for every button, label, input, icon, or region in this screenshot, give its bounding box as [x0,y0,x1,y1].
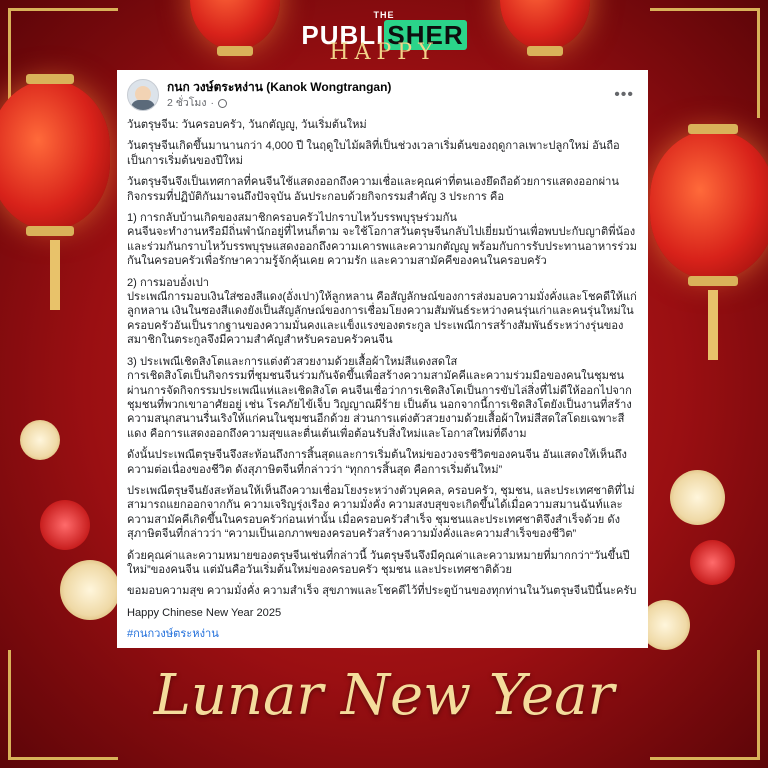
lunar-new-year-title: Lunar New Year [153,663,615,728]
paragraph-5: ด้วยคุณค่าและความหมายของตรุษจีนเช่นที่กล่าวนี้ วันตรุษจีนจึงมีคุณค่าและความหมายที่มากกว่า“วันขึ้นปีใหม่”ของคนจีน แต่มันคือวันเริ่มต้นใหม่ของครอบครัว ชุมชน และประเทศชาติด้วย [127,549,630,576]
post-body [127,118,638,642]
timestamp-row: 2 ชั่วโมง · [167,96,614,110]
hashtag-link[interactable]: #กนกวงษ์ตระหง่าน [127,628,219,641]
happy-text: HAPPY [329,40,439,65]
paragraph-1: วันตรุษจีนเกิดขึ้นมานานกว่า 4,000 ปี ในฤดูใบไม้ผลิที่เป็นช่วงเวลาเริ่มต้นของฤดูกาลเพาะปลูกใหม่ อันถือเป็นการเริ่มต้นของปีใหม่ [127,140,620,167]
tassel-left-icon [50,240,60,310]
section-1-heading: 1) การกลับบ้านเกิดของสมาชิกครอบครัวไปกราบไหว้บรรพบุรุษร่วมกัน [127,212,457,225]
section-3-heading: 3) ประเพณีเชิดสิงโตและการแต่งตัวสวยงามด้วยเสื้อผ้าใหม่สีแดงสดใส [127,355,458,368]
section-1-body: คนจีนจะทำงานหรือมีถิ่นพำนักอยู่ที่ไหนก็ตาม จะใช้โอกาสวันตรุษจีนกลับไปเยี่ยมบ้านเพื่อพบปะกับญาติพี่น้อง และร่วมกันกราบไหว้บรรพบุรุษแสดงออกถึงความเคารพและความกตัญญู พร้อมกับการรับประทานอาหารร่วมกันในครอบครัวเพื่อรักษาความรู้จักคุ้นเคย ความรัก และความสามัคคีของคนในครอบครัว [127,226,637,268]
paragraph-2: วันตรุษจีนจึงเป็นเทศกาลที่คนจีนใช้แสดงออกถึงความเชื่อและคุณค่าที่ตนเองยึดถือด้วยการแสดงออกผ่านกิจกรรมที่ปฏิบัติกันมาจนถึงปัจจุบัน อันประกอบด้วยกิจกรรมสำคัญ 3 ประการ คือ [127,176,619,203]
globe-icon [218,99,227,108]
section-2 [127,276,638,348]
logo-part2: SHER [384,20,466,50]
paragraph-3: ดังนั้นประเพณีตรุษจีนจึงสะท้อนถึงการสิ้นสุดและการเริ่มต้นใหม่ของวงจรชีวิตของคนจีน อันแสดงให้เห็นถึงความต่อเนื่องของชีวิต ดังสุภาษิตจีนที่กล่าวว่า “ทุกการสิ้นสุด คือการเริ่มต้นใหม่” [127,449,627,476]
flower-icon [690,540,735,585]
paragraph-4: ประเพณีตรุษจีนยังสะท้อนให้เห็นถึงความเชื่อมโยงระหว่างตัวบุคคล, ครอบครัว, ชุมชน, และประเทศชาติที่ไม่สามารถแยกออกจากกัน ความเจริญรุ่งเรือง ความมั่งคั่ง ความสงบสุขจะเกิดขึ้นได้เมื่อความสมานฉันท์และความสามัคคีเกิดขึ้นในครอบครัวก่อนเท่านั้น เมื่อครอบครัวสำเร็จ ชุมชนและประเทศชาติจึงสำเร็จด้วย ดังสุภาษิตจีนที่กล่าวว่า “ความเป็นเอกภาพของครอบครัวสร้างความมั่งคั่งและความสำเร็จของชีวิต” [127,484,635,541]
logo-part1: PUBLI [301,20,385,50]
section-2-heading: 2) การมอบอั่งเปา [127,276,210,289]
section-1 [127,211,638,269]
lantern-right-icon [650,130,768,280]
logo-small-text: THE [373,10,395,20]
paragraph-6: ขอมอบความสุข ความมั่งคั่ง ความสำเร็จ สุขภาพและโชคดีไว้ที่ประตูบ้านของทุกท่านในวันตรุษจีนปีนี้นะครับ [127,585,637,598]
post-meta [167,80,614,111]
author-name[interactable]: กนก วงษ์ตระหง่าน (Kanok Wongtrangan) [167,79,392,94]
avatar[interactable] [127,79,159,111]
avatar-body [131,100,155,111]
section-2-body: ประเพณีการมอบเงินใส่ซองสีแดง(อั่งเปา)ให้ลูกหลาน คือสัญลักษณ์ของการส่งมอบความมั่งคั่งและโชคดีให้แก่ลูกหลาน เงินในซองสีแดงยังเป็นสัญลักษณ์ของการเชื่อมโยงความสัมพันธ์ระหว่างคนรุ่นเก่าและคนรุ่นใหม่ในครอบครัวอันเป็นรากฐานของความมั่นคงและแข็งแรงของตระกูล ประเพณีการสร้างสัมพันธ์ระหว่างรุ่นของสมาชิกในตระกูลจึงมีความสำคัญสำหรับครอบครัวคนจีน [127,291,637,347]
flower-icon [40,500,90,550]
tassel-right-icon [708,290,718,360]
paragraph-7: Happy Chinese New Year 2025 [127,606,282,619]
section-3 [127,355,638,441]
section-3-body: การเชิดสิงโตเป็นกิจกรรมที่ชุมชนจีนร่วมกันจัดขึ้นเพื่อสร้างความสามัคคีและความร่วมมือของคนในชุมชนผ่านการจัดกิจกรรมประเพณีแห่และเชิดสิงโต คนจีนเชื่อว่าการเชิดสิงโตเป็นการขับไล่สิ่งที่ไม่ดีให้ออกไปจากชุมชนที่พวกเขาอาศัยอยู่ เช่น โรคภัยไข้เจ็บ วิญญาณผีร้าย เป็นต้น นอกจากนี้การเชิดสิงโตยังเป็นงานที่สร้างความสนุกสนานรื่นเริงให้แก่คนในชุมชนอีกด้วย ส่วนการแต่งตัวสวยงามด้วยเสื้อผ้าใหม่สีสดใสโดยเฉพาะสีแดง คือการแสดงออกถึงความสุขและตื่นเต้นเพื่อต้อนรับสิ่งใหม่และโอกาสใหม่ที่ดีงาม [127,370,632,440]
flower-icon [670,470,725,525]
post-title: วันตรุษจีน: วันครอบครัว, วันกตัญญู, วันเริ่มต้นใหม่ [127,119,367,131]
facebook-post [117,70,648,648]
timestamp[interactable]: 2 ชั่วโมง [167,97,207,109]
lantern-left-icon [0,80,110,230]
flower-icon [20,420,60,460]
more-options-icon[interactable]: ••• [614,85,634,103]
flower-icon [60,560,120,620]
post-header [127,78,638,112]
